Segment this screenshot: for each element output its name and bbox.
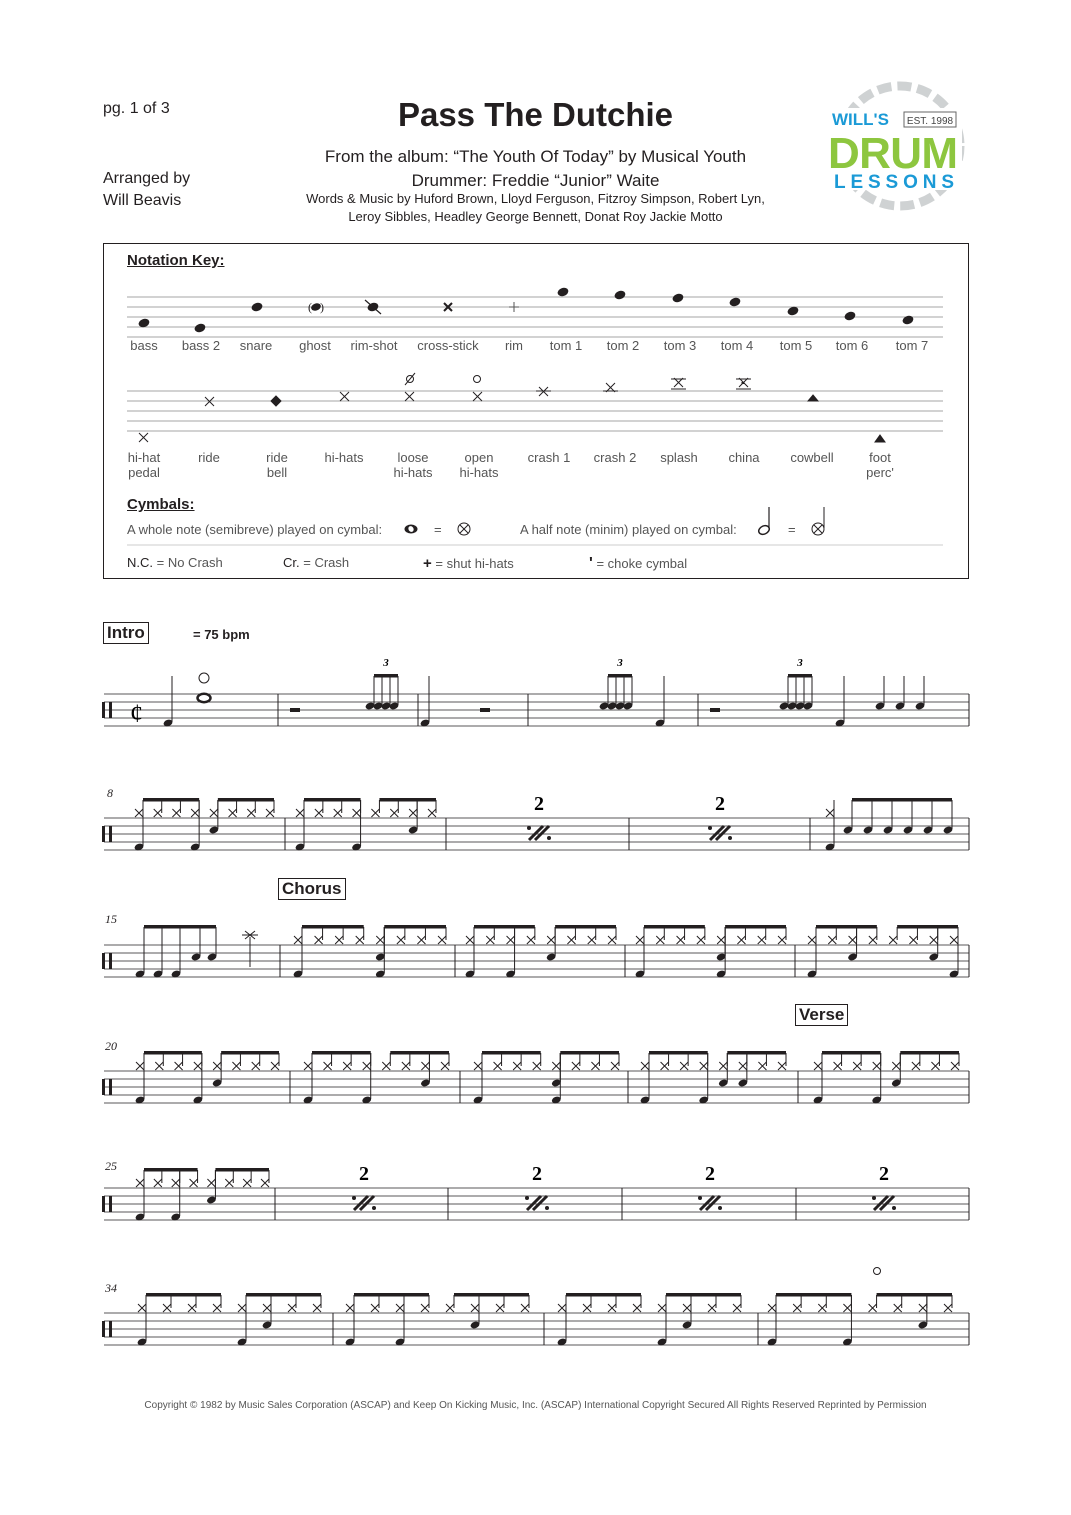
hihat-note xyxy=(494,1062,502,1070)
repeat-dot xyxy=(352,1196,356,1200)
hihat-note xyxy=(191,809,199,817)
cymbals-heading: Cymbals: xyxy=(127,496,195,513)
hihat-note xyxy=(271,1062,279,1070)
hihat-note xyxy=(608,936,616,944)
hihat-note xyxy=(135,809,143,817)
key-label-cowbell: cowbell xyxy=(790,450,834,465)
hihat-note xyxy=(733,1304,741,1312)
hihat-note xyxy=(521,1304,529,1312)
hihat-note xyxy=(636,936,644,944)
hihat-note xyxy=(261,1179,269,1187)
hihat-note xyxy=(656,936,664,944)
percussion-clef xyxy=(109,1079,112,1095)
hihat-note xyxy=(894,1304,902,1312)
key-label-snare: snare xyxy=(239,338,273,353)
repeat-dot xyxy=(718,1206,722,1210)
beam xyxy=(649,1051,708,1055)
hihat-note xyxy=(869,1304,877,1312)
key-label-tom1: tom 1 xyxy=(549,338,583,353)
hihat-note xyxy=(828,936,836,944)
hihat-note xyxy=(438,936,446,944)
beam xyxy=(218,798,274,802)
logo-drum: DRUM xyxy=(828,129,958,178)
hihat-note xyxy=(944,1304,952,1312)
hihat-note xyxy=(471,1304,479,1312)
hihat-note xyxy=(421,1062,429,1070)
hihat-note xyxy=(869,936,877,944)
repeat-dot xyxy=(892,1206,896,1210)
hihat-note xyxy=(527,936,535,944)
legend-crash: Cr. = Crash xyxy=(283,555,350,570)
copyright-notice: Copyright © 1982 by Music Sales Corporation (ASCAP) and Keep On Kicking Music, Inc. (ASCAP) International Copyright Secured All Rights Reserved Reprinted by Permission xyxy=(144,1400,927,1411)
arranger-line-2: Will Beavis xyxy=(103,192,182,209)
tempo-marking: = 75 bpm xyxy=(193,627,250,642)
hihat-note xyxy=(213,1062,221,1070)
percussion-clef xyxy=(109,826,112,842)
half-note-equals: = xyxy=(788,522,796,537)
song-title: Pass The Dutchie xyxy=(397,96,674,133)
hihat-note xyxy=(814,1062,822,1070)
whole-note xyxy=(198,694,211,702)
repeat-dot xyxy=(372,1206,376,1210)
hihat-note xyxy=(252,1062,260,1070)
hihat-note xyxy=(232,1062,240,1070)
beam xyxy=(354,1293,429,1297)
hihat-note xyxy=(238,1304,246,1312)
hihat-note xyxy=(677,936,685,944)
hihat-note xyxy=(717,936,725,944)
logo-est: EST. 1998 xyxy=(906,116,954,127)
hihat-note xyxy=(808,936,816,944)
hihat-note xyxy=(213,1304,221,1312)
percussion-clef xyxy=(102,1321,105,1337)
hihat-note xyxy=(567,936,575,944)
hihat-note xyxy=(552,1062,560,1070)
hihat-note xyxy=(376,936,384,944)
percussion-clef xyxy=(109,1196,112,1212)
beam xyxy=(221,1051,279,1055)
section-chorus: Chorus xyxy=(278,878,346,900)
hihat-note xyxy=(188,1304,196,1312)
hihat-note xyxy=(136,1179,144,1187)
beam xyxy=(852,798,952,802)
logo-lessons: LESSONS xyxy=(834,172,954,193)
hihat-note xyxy=(243,1179,251,1187)
hihat-note xyxy=(513,1062,521,1070)
key-label-tom2: tom 2 xyxy=(606,338,640,353)
key-label-hihat-pedal: hi-hat pedal xyxy=(127,450,161,480)
hihat-note xyxy=(474,1062,482,1070)
loose-hihat-marker xyxy=(874,1268,881,1275)
percussion-clef xyxy=(102,1196,105,1212)
beam xyxy=(608,674,632,678)
percussion-clef xyxy=(102,826,105,842)
key-label-rimshot: rim-shot xyxy=(350,338,398,353)
repeat-count: 2 xyxy=(879,1163,889,1185)
hihat-note xyxy=(313,1304,321,1312)
hihat-note xyxy=(661,1062,669,1070)
beam xyxy=(816,925,877,929)
hihat-note xyxy=(658,1304,666,1312)
repeat-dot xyxy=(698,1196,702,1200)
repeat-dot xyxy=(708,826,712,830)
hihat-note xyxy=(758,936,766,944)
key-label-open-hihats: open hi-hats xyxy=(459,450,499,480)
section-verse: Verse xyxy=(795,1004,848,1026)
hihat-note xyxy=(356,936,364,944)
svg-text:(: ( xyxy=(308,300,312,314)
hihat-note xyxy=(154,1179,162,1187)
hihat-note xyxy=(172,809,180,817)
beam xyxy=(215,1168,269,1172)
hihat-note xyxy=(207,1179,215,1187)
key-label-foot-perc: foot perc' xyxy=(866,450,894,480)
hihat-note xyxy=(371,809,379,817)
beam xyxy=(822,1051,881,1055)
beam xyxy=(776,1293,851,1297)
hihat-note xyxy=(382,1062,390,1070)
hihat-note xyxy=(396,1304,404,1312)
key-label-tom7: tom 7 xyxy=(895,338,929,353)
key-label-china: china xyxy=(728,450,760,465)
hihat-note xyxy=(294,936,302,944)
hihat-note xyxy=(266,809,274,817)
whole-note-text: A whole note (semibreve) played on cymbal: xyxy=(127,522,383,537)
half-note-text: A half note (minim) played on cymbal: xyxy=(520,522,737,537)
key-label-bass: bass xyxy=(130,338,158,353)
beam xyxy=(384,925,446,929)
beam xyxy=(474,925,535,929)
rest xyxy=(290,708,300,712)
hihat-note xyxy=(417,936,425,944)
beam xyxy=(246,1293,321,1297)
drummer-line: Drummer: Freddie “Junior” Waite xyxy=(411,171,660,190)
beam xyxy=(144,1168,198,1172)
beam xyxy=(877,1293,952,1297)
hihat-note xyxy=(572,1062,580,1070)
svg-text:): ) xyxy=(320,300,324,314)
beam xyxy=(560,1051,619,1055)
hihat-note xyxy=(683,1304,691,1312)
hihat-note xyxy=(172,1179,180,1187)
percussion-clef xyxy=(109,1321,112,1337)
whole-note-equals: = xyxy=(434,522,442,537)
legend-shut-hihats: + = shut hi-hats xyxy=(423,555,514,572)
rest xyxy=(480,708,490,712)
hihat-note xyxy=(138,1304,146,1312)
beam xyxy=(727,1051,786,1055)
hihat-note xyxy=(818,1304,826,1312)
key-label-ride: ride xyxy=(198,450,220,465)
hihat-note xyxy=(247,809,255,817)
hihat-note xyxy=(739,1062,747,1070)
beam xyxy=(644,925,705,929)
repeat-count: 2 xyxy=(715,793,725,815)
beam xyxy=(374,674,398,678)
beam xyxy=(725,925,786,929)
hihat-note xyxy=(611,1062,619,1070)
hihat-note xyxy=(335,936,343,944)
percussion-clef xyxy=(109,953,112,969)
section-intro: Intro xyxy=(103,622,149,644)
hihat-note xyxy=(409,809,417,817)
hihat-note xyxy=(583,1304,591,1312)
beam xyxy=(566,1293,641,1297)
beam xyxy=(897,925,958,929)
hihat-note xyxy=(343,1062,351,1070)
key-label-tom6: tom 6 xyxy=(835,338,869,353)
key-label-rim: rim xyxy=(504,338,524,353)
measure-number-8: 8 xyxy=(107,786,113,800)
key-label-cross-stick: cross-stick xyxy=(417,338,479,353)
hihat-note xyxy=(371,1304,379,1312)
hihat-note xyxy=(288,1304,296,1312)
beam xyxy=(379,798,436,802)
hihat-note xyxy=(296,809,304,817)
key-label-splash: splash xyxy=(660,450,698,465)
crash-symbol xyxy=(199,673,209,683)
hihat-note xyxy=(136,1062,144,1070)
hihat-note xyxy=(930,936,938,944)
percussion-clef xyxy=(109,702,112,718)
beam xyxy=(666,1293,741,1297)
beam xyxy=(454,1293,529,1297)
beam xyxy=(302,925,364,929)
repeat-dot xyxy=(728,836,732,840)
hihat-note xyxy=(758,1062,766,1070)
hihat-note xyxy=(421,1304,429,1312)
hihat-note xyxy=(334,809,342,817)
hihat-note xyxy=(608,1304,616,1312)
hihat-note xyxy=(263,1304,271,1312)
hihat-note xyxy=(768,1304,776,1312)
hihat-note xyxy=(496,1304,504,1312)
key-label-ghost: ghost xyxy=(299,338,331,353)
repeat-count: 2 xyxy=(705,1163,715,1185)
hihat-note xyxy=(315,809,323,817)
hihat-note xyxy=(324,1062,332,1070)
hihat-note xyxy=(873,1062,881,1070)
hihat-note xyxy=(826,809,834,817)
hihat-note xyxy=(315,936,323,944)
hihat-note xyxy=(353,809,361,817)
legend-choke: ' = choke cymbal xyxy=(589,555,688,572)
beam xyxy=(304,798,361,802)
key-label-bass2: bass 2 xyxy=(181,338,221,353)
beam xyxy=(788,674,812,678)
hihat-note xyxy=(190,1179,198,1187)
logo-wills: WILL'S xyxy=(832,110,889,129)
hihat-note xyxy=(950,936,958,944)
hihat-note xyxy=(889,936,897,944)
beam xyxy=(900,1051,959,1055)
key-label-ride-bell: ride bell xyxy=(266,450,288,480)
beam xyxy=(390,1051,449,1055)
hihat-note xyxy=(737,936,745,944)
repeat-dot xyxy=(525,1196,529,1200)
beam xyxy=(143,798,199,802)
key-label-tom3: tom 3 xyxy=(663,338,697,353)
hihat-note xyxy=(547,936,555,944)
measure-number-34: 34 xyxy=(105,1281,117,1295)
hihat-note xyxy=(229,809,237,817)
hihat-note xyxy=(919,1304,927,1312)
album-line: From the album: “The Youth Of Today” by Musical Youth xyxy=(324,147,747,166)
repeat-dot xyxy=(547,836,551,840)
hihat-note xyxy=(304,1062,312,1070)
hihat-note xyxy=(778,936,786,944)
hihat-note xyxy=(931,1062,939,1070)
hihat-note xyxy=(641,1062,649,1070)
hihat-note xyxy=(680,1062,688,1070)
percussion-clef xyxy=(102,702,105,718)
hihat-note xyxy=(633,1304,641,1312)
beam xyxy=(144,1051,202,1055)
key-label-tom5: tom 5 xyxy=(779,338,813,353)
beam xyxy=(146,1293,221,1297)
hihat-note xyxy=(853,1062,861,1070)
hihat-note xyxy=(793,1304,801,1312)
hihat-note xyxy=(700,1062,708,1070)
hihat-note xyxy=(909,936,917,944)
percussion-clef xyxy=(102,953,105,969)
repeat-count: 2 xyxy=(534,793,544,815)
hihat-note xyxy=(210,809,218,817)
page-number: pg. 1 of 3 xyxy=(103,100,170,117)
hihat-note xyxy=(225,1179,233,1187)
hihat-note xyxy=(428,809,436,817)
hihat-note xyxy=(175,1062,183,1070)
key-label-loose-hihats: loose hi-hats xyxy=(393,450,433,480)
hihat-note xyxy=(708,1304,716,1312)
repeat-count: 2 xyxy=(359,1163,369,1185)
hihat-note xyxy=(402,1062,410,1070)
arranger-line-1: Arranged by xyxy=(103,170,191,187)
hihat-note xyxy=(155,1062,163,1070)
hihat-note xyxy=(843,1304,851,1312)
key-label-tom4: tom 4 xyxy=(720,338,754,353)
hihat-note xyxy=(397,936,405,944)
songwriter-credits: Words & Music by Huford Brown, Lloyd Ferguson, Fitzroy Simpson, Robert Lyn, Leroy Sibbles, Headley George Bennett, Donat Roy Jackie Motto xyxy=(306,191,765,224)
beam xyxy=(144,925,216,929)
hihat-note xyxy=(892,1062,900,1070)
cut-time-signature: ¢ xyxy=(130,699,143,728)
key-label-crash2: crash 2 xyxy=(593,450,637,465)
hihat-note xyxy=(163,1304,171,1312)
hihat-note xyxy=(466,936,474,944)
tuplet-number: 3 xyxy=(617,657,623,669)
hihat-note xyxy=(194,1062,202,1070)
hihat-note xyxy=(912,1062,920,1070)
repeat-dot xyxy=(545,1206,549,1210)
rest xyxy=(710,708,720,712)
hihat-note xyxy=(834,1062,842,1070)
hihat-note xyxy=(441,1062,449,1070)
hihat-note xyxy=(719,1062,727,1070)
beam xyxy=(482,1051,541,1055)
legend-no-crash: N.C. = No Crash xyxy=(127,555,223,570)
key-label-hihats: hi-hats xyxy=(324,450,364,465)
hihat-note xyxy=(778,1062,786,1070)
measure-number-25: 25 xyxy=(105,1159,117,1173)
repeat-dot xyxy=(872,1196,876,1200)
key-label-crash1: crash 1 xyxy=(527,450,571,465)
hihat-note xyxy=(390,809,398,817)
tuplet-number: 3 xyxy=(383,657,389,669)
measure-number-15: 15 xyxy=(105,912,117,926)
hihat-note xyxy=(951,1062,959,1070)
beam xyxy=(555,925,616,929)
hihat-note xyxy=(363,1062,371,1070)
hihat-note xyxy=(558,1304,566,1312)
repeat-count: 2 xyxy=(532,1163,542,1185)
measure-number-20: 20 xyxy=(105,1039,117,1053)
beam xyxy=(312,1051,371,1055)
hihat-note xyxy=(446,1304,454,1312)
hihat-note xyxy=(507,936,515,944)
hihat-note xyxy=(697,936,705,944)
hihat-note xyxy=(533,1062,541,1070)
hihat-note xyxy=(486,936,494,944)
hihat-note xyxy=(154,809,162,817)
notation-key-heading: Notation Key: xyxy=(127,252,225,269)
hihat-note xyxy=(591,1062,599,1070)
percussion-clef xyxy=(102,1079,105,1095)
tuplet-number: 3 xyxy=(797,657,803,669)
hihat-note xyxy=(346,1304,354,1312)
repeat-dot xyxy=(527,826,531,830)
hihat-note xyxy=(849,936,857,944)
hihat-note xyxy=(588,936,596,944)
